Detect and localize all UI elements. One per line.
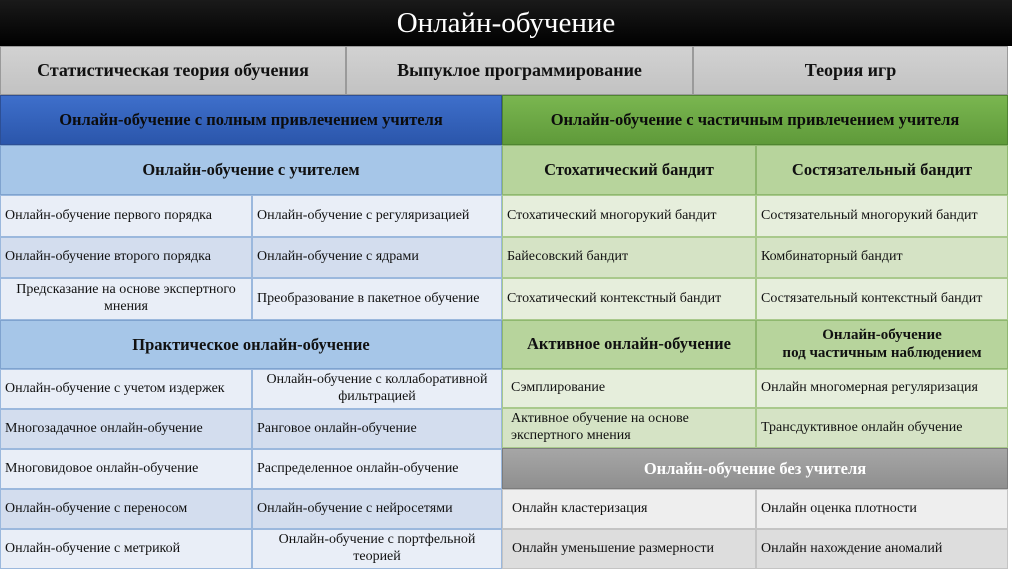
stochastic-bandit-header: Стохатический бандит <box>502 145 756 195</box>
list-item: Активное обучение на основе экспертного мнения <box>502 408 756 448</box>
list-item: Состязательный контекстный бандит <box>756 278 1008 320</box>
list-item: Онлайн-обучение с учетом издержек <box>0 369 252 409</box>
active-learning-header: Активное онлайн-обучение <box>502 320 756 369</box>
list-item: Сэмплирование <box>502 369 756 408</box>
list-item: Онлайн-обучение с регуляризацией <box>252 195 502 237</box>
list-item: Онлайн оценка плотности <box>756 489 1008 529</box>
list-item: Онлайн-обучение с нейросетями <box>252 489 502 529</box>
list-item: Онлайн многомерная регуляризация <box>756 369 1008 408</box>
list-item: Многозадачное онлайн-обучение <box>0 409 252 449</box>
list-item: Онлайн-обучение второго порядка <box>0 237 252 278</box>
list-item: Онлайн-обучение с переносом <box>0 489 252 529</box>
partial-observation-header-line2: под частичным наблюдением <box>782 344 982 361</box>
list-item: Онлайн нахождение аномалий <box>756 529 1008 569</box>
partial-teacher-header: Онлайн-обучение с частичным привлечением учителя <box>502 95 1008 145</box>
list-item: Онлайн кластеризация <box>502 489 756 529</box>
list-item: Стохатический многорукий бандит <box>502 195 756 237</box>
list-item: Многовидовое онлайн-обучение <box>0 449 252 489</box>
adversarial-bandit-header: Состязательный бандит <box>756 145 1008 195</box>
list-item: Ранговое онлайн-обучение <box>252 409 502 449</box>
list-item: Онлайн-обучение первого порядка <box>0 195 252 237</box>
list-item: Байесовский бандит <box>502 237 756 278</box>
page-title: Онлайн-обучение <box>0 0 1012 46</box>
list-item: Онлайн уменьшение размерности <box>502 529 756 569</box>
list-item: Распределенное онлайн-обучение <box>252 449 502 489</box>
list-item: Состязательный многорукий бандит <box>756 195 1008 237</box>
list-item: Онлайн-обучение с портфельной теорией <box>252 529 502 569</box>
category-convex-programming: Выпуклое программирование <box>346 46 693 95</box>
partial-observation-header-line1: Онлайн-обучение <box>822 327 942 344</box>
category-game-theory: Теория игр <box>693 46 1008 95</box>
supervised-header: Онлайн-обучение с учителем <box>0 145 502 195</box>
list-item: Преобразование в пакетное обучение <box>252 278 502 320</box>
list-item: Комбинаторный бандит <box>756 237 1008 278</box>
list-item: Онлайн-обучение с коллаборативной фильтрацией <box>252 369 502 409</box>
list-item: Стохатический контекстный бандит <box>502 278 756 320</box>
list-item: Онлайн-обучение с метрикой <box>0 529 252 569</box>
partial-observation-header <box>756 320 1008 369</box>
practical-header: Практическое онлайн-обучение <box>0 320 502 369</box>
category-statistical-learning: Статистическая теория обучения <box>0 46 346 95</box>
list-item: Онлайн-обучение с ядрами <box>252 237 502 278</box>
unsupervised-header: Онлайн-обучение без учителя <box>502 448 1008 489</box>
full-teacher-header: Онлайн-обучение с полным привлечением учителя <box>0 95 502 145</box>
list-item: Трансдуктивное онлайн обучение <box>756 408 1008 448</box>
list-item: Предсказание на основе экспертного мнения <box>0 278 252 320</box>
